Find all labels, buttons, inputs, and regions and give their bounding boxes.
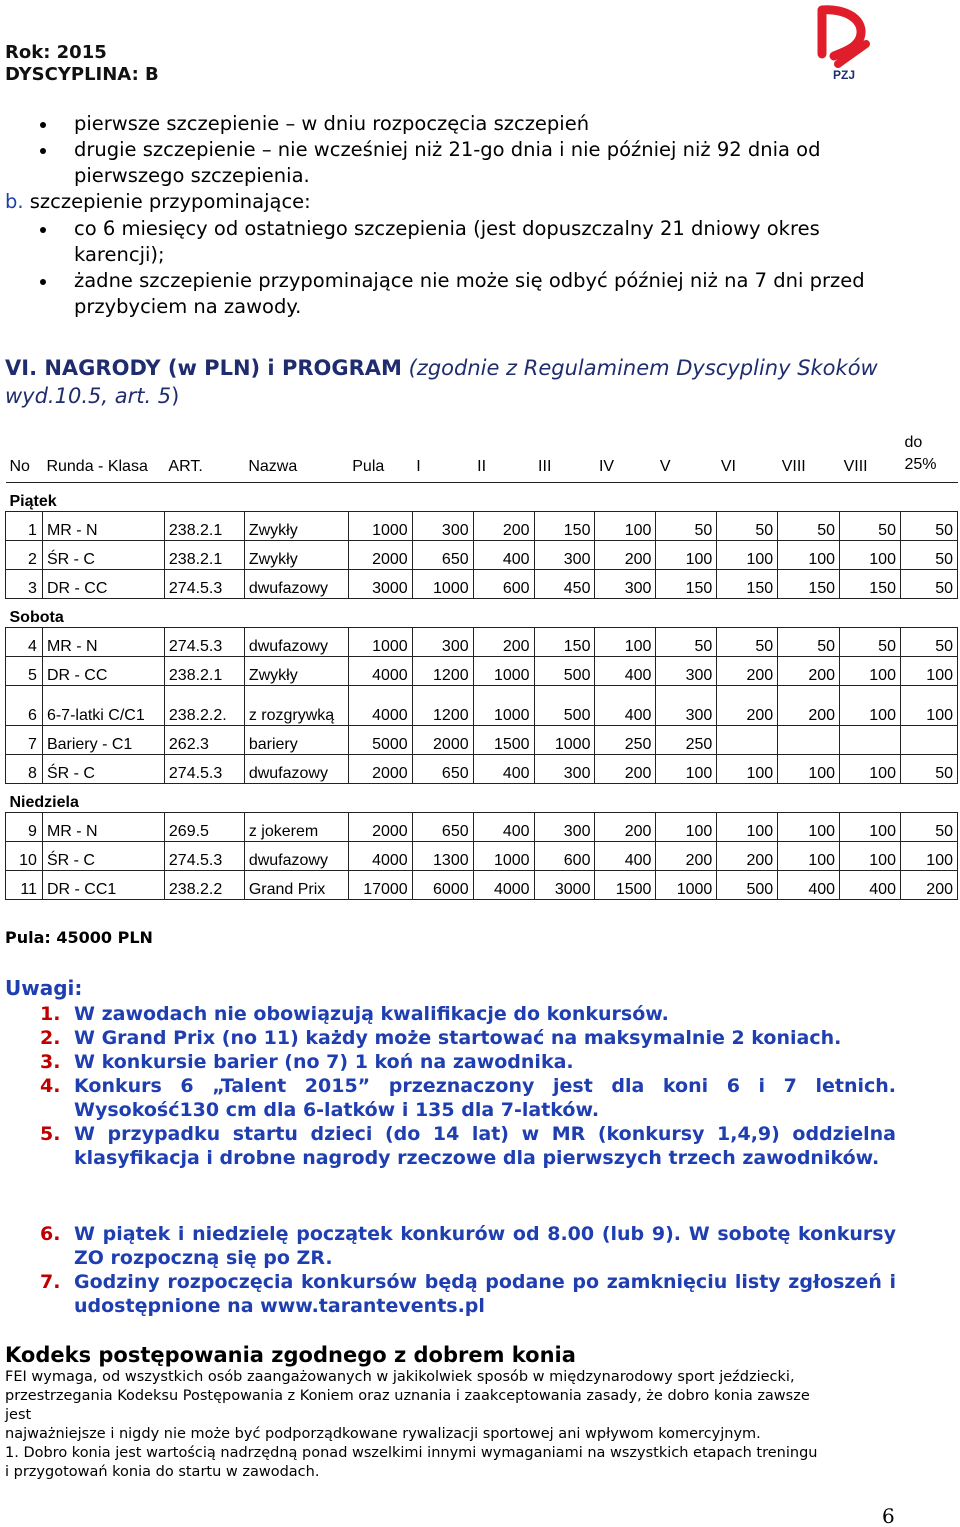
table-cell: 150 bbox=[534, 511, 595, 540]
table-cell: DR - CC1 bbox=[42, 870, 164, 899]
table-cell: 1000 bbox=[348, 511, 412, 540]
table-cell: 2000 bbox=[412, 725, 473, 754]
table-cell: 50 bbox=[778, 511, 840, 540]
table-cell: MR - N bbox=[42, 812, 164, 841]
column-header: No bbox=[6, 430, 43, 482]
table-cell: 262.3 bbox=[164, 725, 244, 754]
table-cell: 50 bbox=[840, 627, 901, 656]
list-item: co 6 miesięcy od ostatniego szczepienia (jest dopuszczalny 21 dniowy okres karencji); bbox=[74, 216, 898, 268]
table-cell: 100 bbox=[900, 841, 957, 870]
table-cell: 200 bbox=[595, 812, 656, 841]
table-cell: 50 bbox=[900, 569, 957, 598]
list-item: żadne szczepienie przypominające nie może się odbyć później niż na 7 dni przed przybyciem na zawody. bbox=[74, 268, 898, 320]
column-header: VIII bbox=[840, 430, 901, 482]
table-cell: 100 bbox=[840, 656, 901, 685]
table-cell: 1200 bbox=[412, 685, 473, 725]
table-cell: 1500 bbox=[595, 870, 656, 899]
table-cell: 7 bbox=[6, 725, 43, 754]
table-cell bbox=[778, 725, 840, 754]
table-row bbox=[6, 841, 958, 870]
table-cell: 400 bbox=[595, 656, 656, 685]
table-cell: 6 bbox=[6, 685, 43, 725]
table-cell: 50 bbox=[717, 511, 778, 540]
day-header-row bbox=[6, 783, 958, 812]
day-label: Niedziela bbox=[9, 793, 79, 811]
column-header: Pula bbox=[348, 430, 412, 482]
bullet-icon bbox=[40, 148, 46, 154]
table-cell: 100 bbox=[900, 656, 957, 685]
table-cell: 200 bbox=[717, 656, 778, 685]
bullet-icon bbox=[40, 279, 46, 285]
note-item: 2. W Grand Prix (no 11) każdy może startować na maksymalnie 2 koniach. bbox=[40, 1027, 842, 1049]
table-cell: 150 bbox=[840, 569, 901, 598]
column-header: IV bbox=[595, 430, 656, 482]
table-cell: 238.2.1 bbox=[164, 511, 244, 540]
table-cell: 400 bbox=[473, 812, 534, 841]
table-cell: 650 bbox=[412, 754, 473, 783]
table-cell: 150 bbox=[534, 627, 595, 656]
table-cell: 300 bbox=[412, 511, 473, 540]
section-title: VI. NAGRODY (w PLN) i PROGRAM (zgodnie z Regulaminem Dyscypliny Skoków wyd.10.5, art. 5) bbox=[5, 356, 878, 408]
column-header: III bbox=[534, 430, 595, 482]
note-item: 1. W zawodach nie obowiązują kwalifikacje do konkursów. bbox=[40, 1003, 669, 1025]
table-cell: 1000 bbox=[348, 627, 412, 656]
table-cell: 200 bbox=[717, 685, 778, 725]
table-cell: 650 bbox=[412, 812, 473, 841]
table-cell: 100 bbox=[717, 540, 778, 569]
table-row bbox=[6, 511, 958, 540]
table-cell: 50 bbox=[778, 627, 840, 656]
table-cell: 5000 bbox=[348, 725, 412, 754]
table-cell: 8 bbox=[6, 754, 43, 783]
notes-title: Uwagi: bbox=[5, 976, 83, 1000]
table-cell: 100 bbox=[840, 685, 901, 725]
day-header-row bbox=[6, 482, 958, 511]
table-cell: 6-7-latki C/C1 bbox=[42, 685, 164, 725]
bullet-icon bbox=[40, 122, 46, 128]
table-cell: 200 bbox=[778, 656, 840, 685]
table-cell: 500 bbox=[534, 656, 595, 685]
table-cell: 100 bbox=[595, 511, 656, 540]
table-cell: 100 bbox=[840, 812, 901, 841]
table-cell: 300 bbox=[656, 685, 717, 725]
table-row bbox=[6, 540, 958, 569]
table-cell: 100 bbox=[778, 540, 840, 569]
table-cell: 1000 bbox=[473, 685, 534, 725]
table-cell: 4000 bbox=[348, 841, 412, 870]
table-cell: MR - N bbox=[42, 627, 164, 656]
table-cell: 274.5.3 bbox=[164, 754, 244, 783]
table-cell: 50 bbox=[900, 754, 957, 783]
discipline-line: DYSCYPLINA: B bbox=[5, 64, 159, 85]
table-cell bbox=[900, 725, 957, 754]
table-cell: 300 bbox=[656, 656, 717, 685]
table-cell: ŚR - C bbox=[42, 754, 164, 783]
table-cell: 300 bbox=[534, 754, 595, 783]
table-cell bbox=[840, 725, 901, 754]
table-cell: 1000 bbox=[473, 841, 534, 870]
table-cell: 400 bbox=[473, 754, 534, 783]
logo-text: PZJ bbox=[832, 68, 856, 82]
table-row bbox=[6, 754, 958, 783]
table-cell: 450 bbox=[534, 569, 595, 598]
table-cell: Bariery - C1 bbox=[42, 725, 164, 754]
total-prize-pool: Pula: 45000 PLN bbox=[5, 928, 153, 947]
table-row bbox=[6, 656, 958, 685]
note-item: 6. W piątek i niedzielę początek konkurów od 8.00 (lub 9). W sobotę konkursy ZO rozpoczną się po ZR. bbox=[40, 1223, 896, 1269]
table-cell: 100 bbox=[595, 627, 656, 656]
pzj-logo-icon bbox=[808, 2, 880, 82]
table-cell: Zwykły bbox=[244, 656, 348, 685]
table-cell: dwufazowy bbox=[244, 841, 348, 870]
table-cell: 300 bbox=[534, 540, 595, 569]
column-header: Runda - Klasa bbox=[42, 430, 164, 482]
day-label: Piątek bbox=[9, 492, 57, 510]
table-cell: 6000 bbox=[412, 870, 473, 899]
column-header: II bbox=[473, 430, 534, 482]
table-cell: 200 bbox=[656, 841, 717, 870]
table-cell: 400 bbox=[840, 870, 901, 899]
table-cell: dwufazowy bbox=[244, 569, 348, 598]
table-cell: 100 bbox=[778, 754, 840, 783]
table-cell: 274.5.3 bbox=[164, 841, 244, 870]
table-cell: 100 bbox=[900, 685, 957, 725]
note-item: 4. Konkurs 6 „Talent 2015” przeznaczony jest dla koni 6 i 7 letnich. Wysokość130 cm dla 6-latków i 135 dla 7-latków. bbox=[40, 1075, 896, 1121]
day-label: Sobota bbox=[9, 608, 64, 626]
table-cell: 400 bbox=[473, 540, 534, 569]
table-cell: 150 bbox=[656, 569, 717, 598]
table-cell: 200 bbox=[717, 841, 778, 870]
year-line: Rok: 2015 bbox=[5, 42, 107, 63]
table-cell: 250 bbox=[595, 725, 656, 754]
table-cell: 200 bbox=[473, 627, 534, 656]
table-cell: 600 bbox=[473, 569, 534, 598]
table-cell: 238.2.2 bbox=[164, 870, 244, 899]
table-cell: 1300 bbox=[412, 841, 473, 870]
table-cell: 9 bbox=[6, 812, 43, 841]
table-cell: 269.5 bbox=[164, 812, 244, 841]
table-cell: 100 bbox=[840, 841, 901, 870]
table-cell: 50 bbox=[900, 627, 957, 656]
prize-table bbox=[5, 430, 958, 900]
table-cell: 100 bbox=[778, 812, 840, 841]
table-cell: 300 bbox=[534, 812, 595, 841]
table-cell: 300 bbox=[412, 627, 473, 656]
table-cell: 100 bbox=[778, 841, 840, 870]
table-cell: bariery bbox=[244, 725, 348, 754]
table-cell: 150 bbox=[778, 569, 840, 598]
note-item: 3. W konkursie barier (no 7) 1 koń na zawodnika. bbox=[40, 1051, 574, 1073]
note-item: 5. W przypadku startu dzieci (do 14 lat) w MR (konkursy 1,4,9) oddzielna klasyfikacja i drobne nagrody rzeczowe dla pierwszych trzech zawodników. bbox=[40, 1123, 896, 1169]
table-cell: 100 bbox=[717, 754, 778, 783]
table-cell: 650 bbox=[412, 540, 473, 569]
table-cell: 1000 bbox=[534, 725, 595, 754]
list-item: drugie szczepienie – nie wcześniej niż 21-go dnia i nie później niż 92 dnia od pierwszego szczepienia. bbox=[74, 137, 898, 189]
column-header: I bbox=[412, 430, 473, 482]
table-cell: 50 bbox=[900, 540, 957, 569]
table-row bbox=[6, 569, 958, 598]
table-cell: 4 bbox=[6, 627, 43, 656]
table-cell: 1000 bbox=[656, 870, 717, 899]
table-cell: dwufazowy bbox=[244, 627, 348, 656]
table-cell: 100 bbox=[717, 812, 778, 841]
kodeks-body: FEI wymaga, od wszystkich osób zaangażowanych w jakikolwiek sposób w międzynarodowy sport jeździecki, przestrzegania Kodeksu Postępowania z Koniem oraz uznania i zaakceptowania zasady, że dobro konia zawsze jest najważniejsze i nigdy nie może być podporządkowane rywalizacji sportowej ani wpływom komercyjnym. 1. Dobro konia jest wartością nadrzędną ponad wszelkimi innymi wymaganiami na wszystkich etapach treningu i przygotowań konia do startu w zawodach. bbox=[5, 1369, 818, 1480]
table-cell: 400 bbox=[595, 841, 656, 870]
table-cell bbox=[717, 725, 778, 754]
table-cell: 50 bbox=[656, 627, 717, 656]
column-header: V bbox=[656, 430, 717, 482]
table-cell: 100 bbox=[656, 754, 717, 783]
table-cell: 11 bbox=[6, 870, 43, 899]
table-cell: z jokerem bbox=[244, 812, 348, 841]
table-cell: 274.5.3 bbox=[164, 627, 244, 656]
table-cell: 1000 bbox=[473, 656, 534, 685]
kodeks-title: Kodeks postępowania zgodnego z dobrem konia bbox=[5, 1343, 576, 1367]
table-cell: 2000 bbox=[348, 812, 412, 841]
table-cell: 50 bbox=[656, 511, 717, 540]
table-cell: 50 bbox=[840, 511, 901, 540]
table-cell: 1000 bbox=[412, 569, 473, 598]
column-header: ART. bbox=[164, 430, 244, 482]
table-row bbox=[6, 725, 958, 754]
table-cell: 400 bbox=[778, 870, 840, 899]
table-cell: 1200 bbox=[412, 656, 473, 685]
table-cell: 500 bbox=[534, 685, 595, 725]
table-header-row bbox=[6, 430, 958, 482]
table-cell: 4000 bbox=[473, 870, 534, 899]
table-cell: DR - CC bbox=[42, 569, 164, 598]
table-cell: Grand Prix bbox=[244, 870, 348, 899]
table-row bbox=[6, 627, 958, 656]
table-cell: 50 bbox=[900, 812, 957, 841]
table-cell: 1500 bbox=[473, 725, 534, 754]
document-header bbox=[5, 42, 159, 86]
table-cell: 2000 bbox=[348, 540, 412, 569]
column-header: Nazwa bbox=[244, 430, 348, 482]
table-cell: 10 bbox=[6, 841, 43, 870]
table-cell: 500 bbox=[717, 870, 778, 899]
table-cell: 3 bbox=[6, 569, 43, 598]
table-cell: MR - N bbox=[42, 511, 164, 540]
table-cell: 238.2.1 bbox=[164, 656, 244, 685]
day-header-row bbox=[6, 598, 958, 627]
table-cell: 200 bbox=[900, 870, 957, 899]
table-cell: 200 bbox=[595, 754, 656, 783]
table-cell: 2 bbox=[6, 540, 43, 569]
table-cell: z rozgrywką bbox=[244, 685, 348, 725]
table-cell: 100 bbox=[840, 540, 901, 569]
table-cell: 200 bbox=[473, 511, 534, 540]
table-cell: 50 bbox=[717, 627, 778, 656]
table-cell: ŚR - C bbox=[42, 540, 164, 569]
table-cell: Zwykły bbox=[244, 511, 348, 540]
table-cell: 4000 bbox=[348, 685, 412, 725]
column-header: do 25% bbox=[900, 430, 957, 482]
table-cell: 300 bbox=[595, 569, 656, 598]
table-cell: 5 bbox=[6, 656, 43, 685]
bullet-icon bbox=[40, 227, 46, 233]
table-cell: 200 bbox=[595, 540, 656, 569]
table-cell: 238.2.1 bbox=[164, 540, 244, 569]
page-number: 6 bbox=[882, 1504, 895, 1527]
table-cell: 600 bbox=[534, 841, 595, 870]
table-cell: 274.5.3 bbox=[164, 569, 244, 598]
table-cell: 100 bbox=[656, 812, 717, 841]
note-item: 7. Godziny rozpoczęcia konkursów będą podane po zamknięciu listy zgłoszeń i udostępnione na www.tarantevents.pl bbox=[40, 1271, 896, 1317]
table-cell: 150 bbox=[717, 569, 778, 598]
table-row bbox=[6, 685, 958, 725]
table-cell: DR - CC bbox=[42, 656, 164, 685]
table-cell: Zwykły bbox=[244, 540, 348, 569]
table-cell: 100 bbox=[840, 754, 901, 783]
table-cell: ŚR - C bbox=[42, 841, 164, 870]
table-cell: 100 bbox=[656, 540, 717, 569]
table-cell: 250 bbox=[656, 725, 717, 754]
table-cell: 17000 bbox=[348, 870, 412, 899]
table-cell: 1 bbox=[6, 511, 43, 540]
column-header: VIII bbox=[778, 430, 840, 482]
table-row bbox=[6, 812, 958, 841]
table-cell: dwufazowy bbox=[244, 754, 348, 783]
table-cell: 200 bbox=[778, 685, 840, 725]
table-cell: 400 bbox=[595, 685, 656, 725]
table-cell: 50 bbox=[900, 511, 957, 540]
table-cell: 4000 bbox=[348, 656, 412, 685]
table-row bbox=[6, 870, 958, 899]
section-b-label: b. szczepienie przypominające: bbox=[5, 190, 311, 213]
table-cell: 3000 bbox=[534, 870, 595, 899]
table-cell: 2000 bbox=[348, 754, 412, 783]
list-item: pierwsze szczepienie – w dniu rozpoczęcia szczepień bbox=[74, 111, 900, 137]
table-cell: 3000 bbox=[348, 569, 412, 598]
table-cell: 238.2.2. bbox=[164, 685, 244, 725]
column-header: VI bbox=[717, 430, 778, 482]
